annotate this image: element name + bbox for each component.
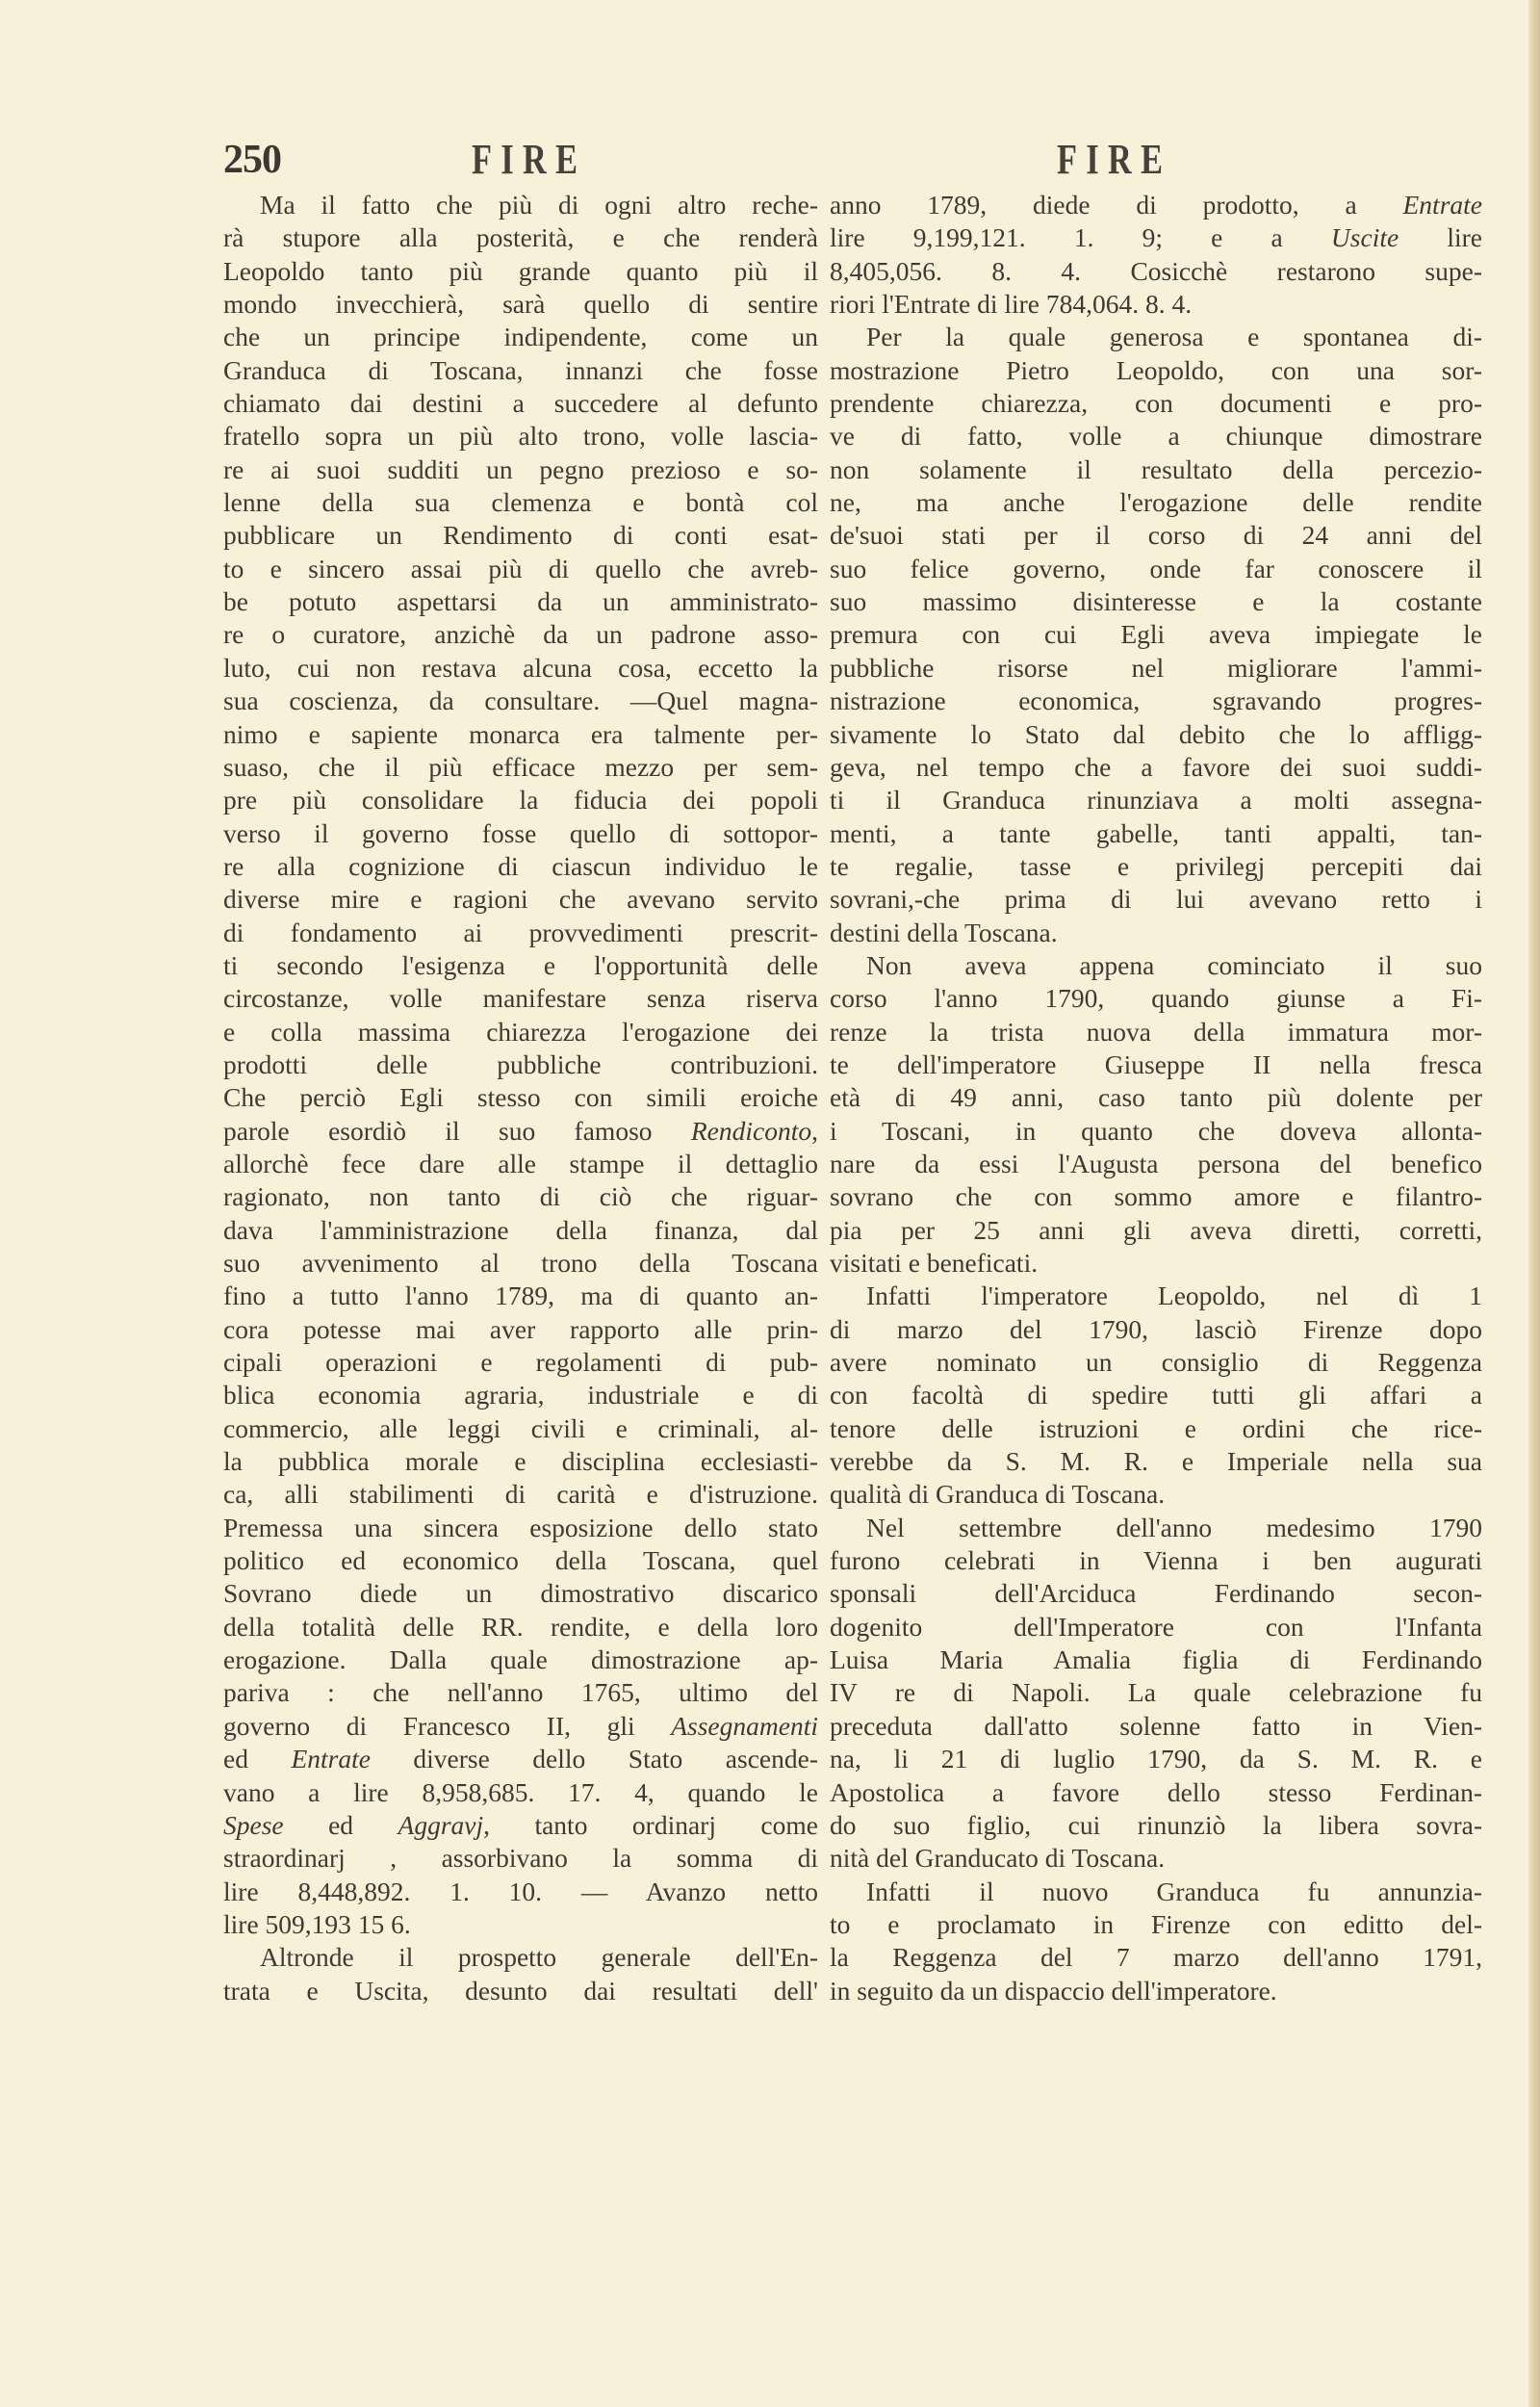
text-line xyxy=(223,1478,818,1511)
text-line xyxy=(223,255,818,288)
text-line xyxy=(223,1710,818,1743)
line-text: cora potesse mai aver rapporto alle prin- xyxy=(223,1313,818,1344)
text-line xyxy=(223,354,818,387)
page-edge xyxy=(1528,0,1540,2407)
text-line xyxy=(223,618,818,651)
text-line xyxy=(830,1214,1482,1247)
line-text: lire 509,193 15 6. xyxy=(223,1908,411,1939)
text-line xyxy=(830,1115,1482,1148)
line-text: 8,405,056. 8. 4. Cosicchè restarono supe- xyxy=(830,255,1482,286)
text-line xyxy=(830,1180,1482,1213)
line-text: nimo e sapiente monarca era talmente per- xyxy=(223,718,818,749)
text-line xyxy=(223,1577,818,1610)
line-text: e colla massima chiarezza l'erogazione dei xyxy=(223,1016,818,1047)
line-text: blica economia agraria, industriale e di xyxy=(223,1380,818,1411)
text-line xyxy=(223,1743,818,1775)
text-line xyxy=(830,850,1482,883)
line-text: fratello sopra un più alto trono, volle lascia- xyxy=(223,421,818,452)
text-line xyxy=(223,553,818,585)
text-line xyxy=(830,982,1482,1015)
text-line xyxy=(830,288,1482,321)
line-text: la Reggenza del 7 marzo dell'anno 1791, xyxy=(830,1942,1482,1973)
line-text: Non aveva appena cominciato il suo xyxy=(866,949,1482,980)
text-line xyxy=(830,883,1482,916)
text-line xyxy=(830,652,1482,685)
text-line xyxy=(830,784,1482,816)
line-text: commercio, alle leggi civili e criminali, al- xyxy=(223,1412,818,1443)
line-text: suo avvenimento al trono della Toscana xyxy=(223,1248,818,1278)
line-text: te dell'imperatore Giuseppe II nella fresca xyxy=(830,1048,1482,1079)
line-text: to e proclamato in Firenze con editto del- xyxy=(830,1908,1482,1939)
text-line xyxy=(223,420,818,453)
line-text: destini della Toscana. xyxy=(830,917,1058,947)
text-line xyxy=(223,883,818,916)
text-line xyxy=(223,1379,818,1411)
line-text: ti il Granduca rinunziava a molti assegna- xyxy=(830,785,1482,815)
line-text: allorchè fece dare alle stampe il dettaglio xyxy=(223,1148,818,1178)
line-text: sovrano che con sommo amore e filantro- xyxy=(830,1181,1482,1212)
line-text: Premessa una sincera esposizione dello stato xyxy=(223,1512,818,1542)
text-line xyxy=(830,255,1482,288)
text-line xyxy=(830,553,1482,585)
running-title-right: FIRE xyxy=(1057,136,1172,183)
text-line xyxy=(223,784,818,816)
text-line xyxy=(223,982,818,1015)
line-text: geva, nel tempo che a favore dei suoi suddi- xyxy=(830,751,1482,782)
text-line xyxy=(830,1577,1482,1610)
text-line xyxy=(830,1643,1482,1676)
line-text: do suo figlio, cui rinunziò la libera sovra- xyxy=(830,1809,1482,1840)
line-text: parole esordiò il suo famoso Rendiconto, xyxy=(223,1115,818,1146)
line-text: Nel settembre dell'anno medesimo 1790 xyxy=(866,1512,1482,1542)
line-text: Apostolica a favore dello stesso Ferdinan- xyxy=(830,1776,1482,1807)
text-line xyxy=(830,1975,1482,2007)
line-text: riori l'Entrate di lire 784,064. 8. 4. xyxy=(830,289,1193,320)
line-text: menti, a tante gabelle, tanti appalti, tan- xyxy=(830,817,1482,848)
line-text: suaso, che il più efficace mezzo per sem- xyxy=(223,751,818,782)
text-line xyxy=(223,685,818,717)
line-text: preceduta dall'atto solenne fatto in Vien- xyxy=(830,1710,1482,1741)
line-text: Infatti l'imperatore Leopoldo, nel dì 1 xyxy=(866,1281,1482,1311)
text-line xyxy=(223,1676,818,1709)
line-text: non solamente il resultato della percezio- xyxy=(830,453,1482,484)
line-text: chiamato dai destini a succedere al defunto xyxy=(223,388,818,419)
text-line xyxy=(223,1346,818,1379)
text-line xyxy=(830,1016,1482,1048)
left-column xyxy=(223,189,818,2007)
line-text: rà stupore alla posterità, e che renderà xyxy=(223,222,818,253)
text-line xyxy=(830,1676,1482,1709)
text-line xyxy=(223,1544,818,1577)
line-text: dava l'amministrazione della finanza, dal xyxy=(223,1214,818,1245)
text-line xyxy=(830,1048,1482,1081)
line-text: furono celebrati in Vienna i ben augurati xyxy=(830,1545,1482,1576)
text-line xyxy=(830,387,1482,420)
line-text: pubbliche risorse nel migliorare l'ammi- xyxy=(830,652,1482,683)
line-text: sivamente lo Stato dal debito che lo affligg- xyxy=(830,718,1482,749)
page-number: 250 xyxy=(223,138,281,182)
line-text: Sovrano diede un dimostrativo discarico xyxy=(223,1578,818,1609)
line-text: prodotti delle pubbliche contribuzioni. xyxy=(223,1048,818,1079)
line-text: lenne della sua clemenza e bontà col xyxy=(223,487,818,518)
text-line xyxy=(830,685,1482,717)
line-text: sponsali dell'Arciduca Ferdinando secon- xyxy=(830,1578,1482,1609)
text-line xyxy=(223,453,818,486)
text-line xyxy=(830,519,1482,552)
line-text: Leopoldo tanto più grande quanto più il xyxy=(223,255,818,286)
text-line xyxy=(830,1776,1482,1809)
text-line xyxy=(223,1280,818,1312)
text-line xyxy=(223,1214,818,1247)
text-line xyxy=(223,1016,818,1048)
line-text: fino a tutto l'anno 1789, ma di quanto an- xyxy=(223,1281,818,1311)
text-line xyxy=(830,751,1482,784)
running-title-left: FIRE xyxy=(472,136,587,183)
line-text: che un principe indipendente, come un xyxy=(223,322,818,352)
line-text: Che perciò Egli stesso con simili eroiche xyxy=(223,1082,818,1113)
line-text: to e sincero assai più di quello che avreb- xyxy=(223,553,818,583)
text-line xyxy=(830,453,1482,486)
text-line xyxy=(223,221,818,254)
line-text: prendente chiarezza, con documenti e pro- xyxy=(830,388,1482,419)
text-line xyxy=(223,718,818,751)
text-line xyxy=(223,1412,818,1445)
line-text: re o curatore, anzichè da un padrone asso- xyxy=(223,619,818,650)
text-line xyxy=(223,1512,818,1544)
line-text: Luisa Maria Amalia figlia di Ferdinando xyxy=(830,1644,1482,1675)
text-line xyxy=(830,1876,1482,1908)
line-text: de'suoi stati per il corso di 24 anni del xyxy=(830,520,1482,551)
line-text: Ma il fatto che più di ogni altro reche- xyxy=(260,190,818,220)
text-line xyxy=(830,1081,1482,1114)
line-text: suo massimo disinteresse e la costante xyxy=(830,586,1482,617)
line-text: i Toscani, in quanto che doveva allonta- xyxy=(830,1115,1482,1146)
line-text: circostanze, volle manifestare senza riserva xyxy=(223,983,818,1014)
text-line xyxy=(223,387,818,420)
text-line xyxy=(223,652,818,685)
line-text: ti secondo l'esigenza e l'opportunità delle xyxy=(223,949,818,980)
text-line xyxy=(223,1180,818,1213)
line-text: diverse mire e ragioni che avevano servito xyxy=(223,884,818,915)
line-text: Infatti il nuovo Granduca fu annunzia- xyxy=(866,1876,1482,1906)
line-text: pia per 25 anni gli aveva diretti, corretti, xyxy=(830,1214,1482,1245)
line-text: vano a lire 8,958,685. 17. 4, quando le xyxy=(223,1776,818,1807)
line-text: Altronde il prospetto generale dell'En- xyxy=(260,1942,818,1973)
text-line xyxy=(830,354,1482,387)
line-text: la pubblica morale e disciplina ecclesiasti- xyxy=(223,1446,818,1477)
text-line xyxy=(830,817,1482,850)
text-line xyxy=(223,850,818,883)
text-line xyxy=(830,1941,1482,1974)
line-text: dogenito dell'Imperatore con l'Infanta xyxy=(830,1611,1482,1642)
text-line xyxy=(223,1941,818,1974)
text-line xyxy=(223,1081,818,1114)
text-line xyxy=(830,486,1482,519)
line-text: te regalie, tasse e privilegj percepiti dai xyxy=(830,850,1482,881)
line-text: politico ed economico della Toscana, quel xyxy=(223,1545,818,1576)
line-text: renze la trista nuova della immatura mor- xyxy=(830,1016,1482,1047)
text-line xyxy=(830,917,1482,949)
text-line xyxy=(830,618,1482,651)
text-line xyxy=(830,1379,1482,1411)
line-text: na, li 21 di luglio 1790, da S. M. R. e xyxy=(830,1744,1482,1774)
right-column xyxy=(830,189,1482,2007)
text-line xyxy=(223,1247,818,1280)
text-line xyxy=(830,1544,1482,1577)
line-text: di marzo del 1790, lasciò Firenze dopo xyxy=(830,1313,1482,1344)
line-text: pariva : che nell'anno 1765, ultimo del xyxy=(223,1677,818,1708)
text-line xyxy=(830,1313,1482,1346)
text-line xyxy=(223,288,818,321)
line-text: pubblicare un Rendimento di conti esat- xyxy=(223,520,818,551)
text-line xyxy=(830,1908,1482,1941)
text-line xyxy=(223,1876,818,1908)
line-text: lire 9,199,121. 1. 9; e a Uscite lire xyxy=(830,222,1482,253)
text-line xyxy=(223,486,818,519)
text-line xyxy=(223,1776,818,1809)
text-line xyxy=(223,1643,818,1676)
text-line xyxy=(223,189,818,221)
text-line xyxy=(223,585,818,618)
line-text: governo di Francesco II, gli Assegnamenti xyxy=(223,1710,818,1741)
line-text: Granduca di Toscana, innanzi che fosse xyxy=(223,354,818,385)
line-text: corso l'anno 1790, quando giunse a Fi- xyxy=(830,983,1482,1014)
line-text: di fondamento ai provvedimenti prescrit- xyxy=(223,917,818,947)
text-line xyxy=(830,1412,1482,1445)
line-text: pre più consolidare la fiducia dei popoli xyxy=(223,785,818,815)
text-line xyxy=(830,718,1482,751)
line-text: in seguito da un dispaccio dell'imperatore. xyxy=(830,1975,1277,2006)
text-line xyxy=(223,519,818,552)
line-text: avere nominato un consiglio di Reggenza xyxy=(830,1347,1482,1378)
text-line xyxy=(830,1743,1482,1775)
line-text: luto, cui non restava alcuna cosa, eccetto la xyxy=(223,652,818,683)
text-line xyxy=(830,1710,1482,1743)
text-line xyxy=(223,321,818,353)
line-text: mostrazione Pietro Leopoldo, con una sor- xyxy=(830,354,1482,385)
text-line xyxy=(830,1809,1482,1842)
text-line xyxy=(830,1247,1482,1280)
line-text: ve di fatto, volle a chiunque dimostrare xyxy=(830,421,1482,452)
text-line xyxy=(223,1048,818,1081)
line-text: straordinarj , assorbivano la somma di xyxy=(223,1843,818,1874)
text-line xyxy=(223,751,818,784)
line-text: ca, alli stabilimenti di carità e d'istruzione. xyxy=(223,1479,818,1510)
text-line xyxy=(830,1148,1482,1180)
text-line xyxy=(223,949,818,982)
line-text: premura con cui Egli aveva impiegate le xyxy=(830,619,1482,650)
text-line xyxy=(830,1445,1482,1478)
line-text: nare da essi l'Augusta persona del benefico xyxy=(830,1148,1482,1178)
text-line xyxy=(830,1280,1482,1312)
line-text: qualità di Granduca di Toscana. xyxy=(830,1479,1166,1510)
line-text: anno 1789, diede di prodotto, a Entrate xyxy=(830,190,1482,220)
text-line xyxy=(830,1611,1482,1643)
text-line xyxy=(223,1313,818,1346)
text-line xyxy=(223,1611,818,1643)
line-text: Per la quale generosa e spontanea di- xyxy=(866,322,1482,352)
line-text: nità del Granducato di Toscana. xyxy=(830,1843,1166,1874)
line-text: ed Entrate diverse dello Stato ascende- xyxy=(223,1744,818,1774)
text-line xyxy=(830,585,1482,618)
line-text: re ai suoi sudditi un pegno prezioso e so- xyxy=(223,453,818,484)
text-line xyxy=(830,321,1482,353)
text-line xyxy=(830,1478,1482,1511)
line-text: be potuto aspettarsi da un amministrato- xyxy=(223,586,818,617)
text-line xyxy=(223,1148,818,1180)
line-text: visitati e beneficati. xyxy=(830,1248,1039,1278)
line-text: verso il governo fosse quello di sottopor- xyxy=(223,817,818,848)
line-text: trata e Uscita, desunto dai resultati dell' xyxy=(223,1975,818,2006)
line-text: età di 49 anni, caso tanto più dolente per xyxy=(830,1082,1482,1113)
text-line xyxy=(223,817,818,850)
text-line xyxy=(223,1975,818,2007)
line-text: cipali operazioni e regolamenti di pub- xyxy=(223,1347,818,1378)
text-line xyxy=(830,221,1482,254)
text-line xyxy=(830,949,1482,982)
line-text: suo felice governo, onde far conoscere il xyxy=(830,553,1482,583)
text-line xyxy=(830,1512,1482,1544)
text-line xyxy=(830,1842,1482,1875)
text-line xyxy=(223,1908,818,1941)
line-text: verebbe da S. M. R. e Imperiale nella sua xyxy=(830,1446,1482,1477)
line-text: con facoltà di spedire tutti gli affari a xyxy=(830,1380,1482,1411)
line-text: erogazione. Dalla quale dimostrazione ap- xyxy=(223,1644,818,1675)
line-text: ragionato, non tanto di ciò che riguar- xyxy=(223,1181,818,1212)
text-line xyxy=(223,917,818,949)
line-text: sua coscienza, da consultare. —Quel magna- xyxy=(223,686,818,716)
line-text: nistrazione economica, sgravando progres- xyxy=(830,686,1482,716)
text-line xyxy=(223,1445,818,1478)
line-text: re alla cognizione di ciascun individuo le xyxy=(223,850,818,881)
text-line xyxy=(830,420,1482,453)
text-line xyxy=(223,1842,818,1875)
line-text: tenore delle istruzioni e ordini che rice- xyxy=(830,1412,1482,1443)
line-text: della totalità delle RR. rendite, e della loro xyxy=(223,1611,818,1642)
line-text: ne, ma anche l'erogazione delle rendite xyxy=(830,487,1482,518)
line-text: lire 8,448,892. 1. 10. — Avanzo netto xyxy=(223,1876,818,1906)
line-text: Spese ed Aggravj, tanto ordinarj come xyxy=(223,1809,818,1840)
text-line xyxy=(223,1809,818,1842)
text-line xyxy=(223,1115,818,1148)
text-line xyxy=(830,189,1482,221)
text-line xyxy=(830,1346,1482,1379)
line-text: IV re di Napoli. La quale celebrazione fu xyxy=(830,1677,1482,1708)
line-text: mondo invecchierà, sarà quello di sentire xyxy=(223,289,818,320)
line-text: sovrani,-che prima di lui avevano retto i xyxy=(830,884,1482,915)
